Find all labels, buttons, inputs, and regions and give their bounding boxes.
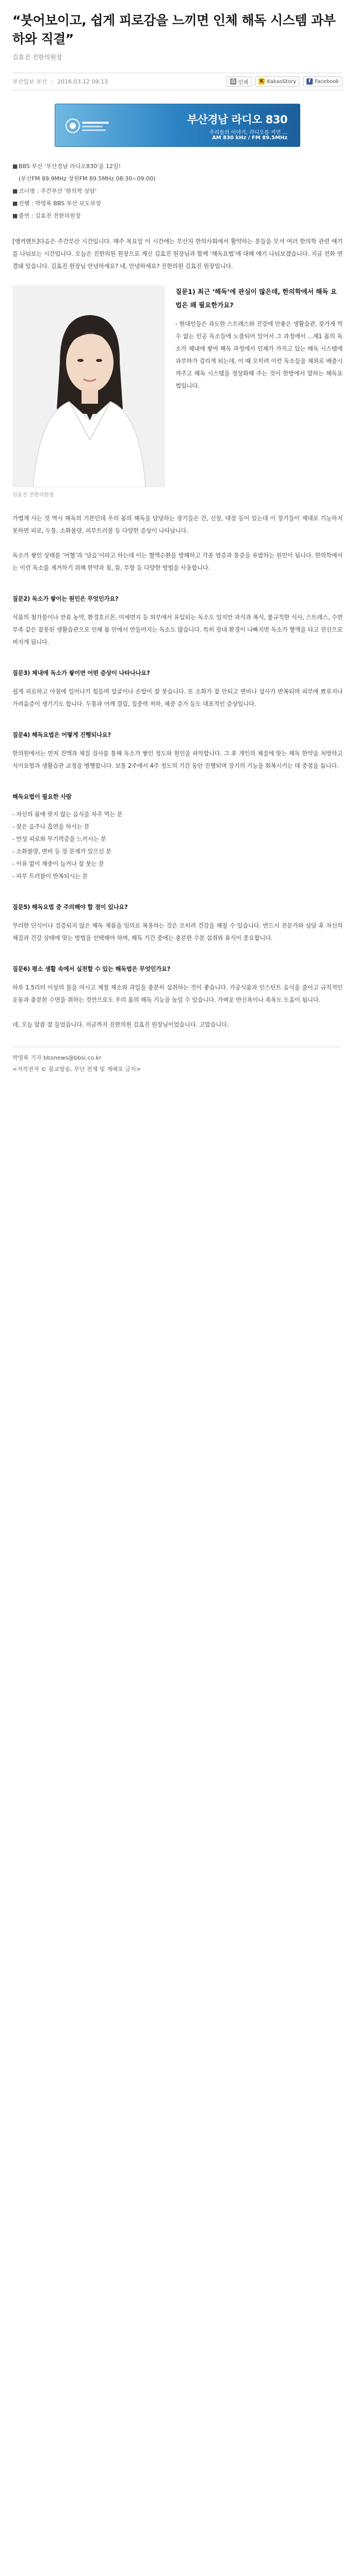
info-line: ■ 코너명 : 주간부산 '한의학 상담' xyxy=(12,188,97,194)
body-paragraph: 가볍게 사는 것 역시 해독의 기본인데 우리 몸의 해독을 담당하는 장기들은 간, 신장, 대장 등이 있는데 이 장기들이 제대로 기능하지 못하면 피로, 두통, 소화불량, 피부트러블 등 다양한 증상이 나타납니다. xyxy=(12,515,343,534)
info-line: ■ BBS 부산 '부산경남 라디오830'을 12일! xyxy=(12,163,121,170)
facebook-icon: f xyxy=(306,78,313,85)
portrait-photo xyxy=(12,285,165,487)
list-item: - 이유 없이 체중이 늘거나 잘 붓는 분 xyxy=(12,858,343,870)
share-buttons xyxy=(227,76,343,87)
info-line: ■ 진행 : 박영록 BBS 부산 보도부장 xyxy=(12,200,101,207)
article-header xyxy=(12,0,343,61)
article-author: 김효진 진한의원장 xyxy=(12,54,62,61)
kakaostory-icon: K xyxy=(259,78,265,85)
q1-answer: - 현대인들은 과도한 스트레스와 건강에 안좋은 생활습관, 잦가게 먹 수 없는 인공 독소들에 노출되어 있어서 그 과정에서 ...제1 몸의 독소가 체내에 쌓여 해독 과정에서 인체가 가지고 있는 해독 시스템에 과부하가 걸리게 되는데, 이 때 오히려 이런 독소들을 체외로 배출시켜주고 해독 시스템을 정상화해 주는 것이 한방에서 말하는 해독요법입니다. xyxy=(175,321,343,389)
meta-date: 2016.03.12 09:13 xyxy=(57,78,108,85)
program-info xyxy=(12,160,343,222)
q2-answer: 식품의 첨가물이나 잔류 농약, 환경호르몬, 미세먼지 등 외부에서 유입되는 독소도 있지만 과식과 폭식, 불규칙한 식사, 스트레스, 수면부족 같은 잘못된 생활습관으로 인해 몸 안에서 만들어지는 독소도 많습니다. 특히 장내 환경이 나빠지면 독소가 혈액을 타고 전신으로 퍼지게 됩니다. xyxy=(12,614,343,646)
article-meta-bar xyxy=(12,73,343,90)
q1-block xyxy=(175,285,343,498)
photo-figure xyxy=(12,285,165,498)
banner-frequency: AM 830 kHz / FM 89.5MHz xyxy=(212,135,287,141)
article-title: “붓어보이고, 쉽게 피로감을 느끼면 인체 해독 시스템 과부하와 직결” xyxy=(12,13,336,46)
q5-answer: 무리한 단식이나 검증되지 않은 해독 제품을 임의로 복용하는 것은 오히려 건강을 해칠 수 있습니다. 반드시 전문가와 상담 후 자신의 체질과 건강 상태에 맞는 방법을 선택해야 하며, 해독 기간 중에는 충분한 수분 섭취와 휴식이 중요합니다. xyxy=(12,922,343,942)
meta-reporter: 부산일보 부산 xyxy=(12,78,47,85)
q1-question: 질문1) 최근 ‘해독’에 관심이 많은데, 한의학에서 해독 요법은 왜 필요한가요? xyxy=(175,288,337,309)
q3-answer: 쉽게 피로하고 아침에 일어나기 힘들며 얼굴이나 손발이 잘 붓습니다. 또 소화가 잘 안되고 변비나 설사가 반복되며 피부에 뾰루지나 가려움증이 생기기도 합니다. 두통과 어깨 결림, 집중력 저하, 체중 증가 등도 대표적인 증상입니다. xyxy=(12,688,343,707)
kakaostory-label: KakaoStory xyxy=(267,78,296,85)
print-icon: ⎙ xyxy=(230,78,236,85)
body-paragraph: 독소가 쌓인 상태를 ‘어혈’과 ‘담음’이라고 하는데 이는 혈액순환을 방해하고 각종 염증과 통증을 유발하는 원인이 됩니다. 한의학에서는 이런 독소를 제거하기 위해 한약과 침, 뜸, 부항 등 다양한 방법을 사용합니다. xyxy=(12,552,343,571)
print-label: 인쇄 xyxy=(238,79,249,86)
symptom-list xyxy=(12,808,343,883)
q6-answer: 하루 1.5리터 이상의 물을 마시고 제철 채소와 과일을 충분히 섭취하는 것이 좋습니다. 가공식품과 인스턴트 음식을 줄이고 규칙적인 운동과 충분한 수면을 취하는 것만으로도 우리 몸의 해독 기능을 높일 수 있습니다. 가벼운 반신욕이나 족욕도 도움이 됩니다. xyxy=(12,984,343,1003)
closing-paragraph: 네, 오늘 말씀 잘 들었습니다. 지금까지 진한의원 김효진 원장님이었습니다. 고맙습니다. xyxy=(12,1021,229,1028)
banner-title: 부산경남 라디오 830 xyxy=(187,113,287,126)
radio-logo-icon xyxy=(64,118,112,134)
facebook-share-button[interactable] xyxy=(303,76,343,87)
list-item: - 잦은 음주나 흡연을 하시는 분 xyxy=(12,821,343,833)
copyright-notice: <저작권자 © 불교방송, 무단 전재 및 재배포 금지> xyxy=(12,1066,141,1072)
radio-banner[interactable] xyxy=(55,104,300,147)
intro-paragraph: [앵커멘트]다음은 주간부산 시간입니다. 매주 목요일 이 시간에는 부산지 한의사회에서 활약하는 분들을 모셔 여러 한의학 관련 얘기를 나눠보는 시간입니다. 오늘은 진한의원 원장으로 계신 김효진 원장님과 함께 ‘해독요법’에 대해 얘기 나눠보겠습니다. 지금 전화 연결돼 있습니다. 김효진 원장님 안녕하세요? 네, 안녕하세요? 진한의원 김효진 원장입니다. xyxy=(12,238,343,270)
list-item: - 피부 트러블이 반복되시는 분 xyxy=(12,870,343,883)
q2-question: 질문2) 독소가 쌓이는 원인은 무엇인가요? xyxy=(12,596,119,602)
q3-question: 질문3) 체내에 독소가 쌓이면 어떤 증상이 나타나나요? xyxy=(12,670,150,676)
portrait-illustration xyxy=(12,285,165,487)
body-section xyxy=(12,513,343,1031)
meta-separator: | xyxy=(51,78,53,85)
print-button[interactable] xyxy=(227,76,252,87)
info-line: ■ 출연 : 김효진 진한의원장 xyxy=(12,212,81,219)
facebook-label: Facebook xyxy=(315,78,339,85)
q5-question: 질문5) 해독요법 중 주의해야 할 점이 있나요? xyxy=(12,904,128,911)
kakaostory-share-button[interactable] xyxy=(255,76,300,87)
article-footer xyxy=(12,1047,343,1075)
reporter-line: 박영록 기자 bbsnews@bbsi.co.kr xyxy=(12,1054,102,1061)
feature-block xyxy=(12,285,343,498)
q4-answer: 한의원에서는 먼저 진맥과 체질 검사를 통해 독소가 쌓인 정도와 원인을 파악합니다. 그 후 개인의 체질에 맞는 해독 한약을 처방하고 식이요법과 생활습관 교정을 병행합니다. 보통 2주에서 4주 정도의 기간 동안 진행되며 장기의 기능을 회복시키는 데 중점을 둡니다. xyxy=(12,750,343,769)
q6-question: 질문6) 평소 생활 속에서 실천할 수 있는 해독법은 무엇인가요? xyxy=(12,966,170,972)
photo-caption: 김효진 진한의원장 xyxy=(12,492,54,498)
list-item: - 소화불량, 변비 등 장 문제가 있으신 분 xyxy=(12,846,343,858)
list-item: - 만성 피로와 무기력증을 느끼시는 분 xyxy=(12,833,343,846)
list-item: - 자신의 몸에 맞지 않는 음식을 자주 먹는 분 xyxy=(12,808,343,821)
list-title: 해독요법이 필요한 사람 xyxy=(12,794,72,800)
banner-subtitle: 우리들의 이야기, 라디오를 켜면 ... xyxy=(209,130,287,136)
info-line: (부산FM 89.9MHz 창원FM 89.5MHz 08:30~09:00) xyxy=(19,175,156,182)
q4-question: 질문4) 해독요법은 어떻게 진행되나요? xyxy=(12,732,111,738)
